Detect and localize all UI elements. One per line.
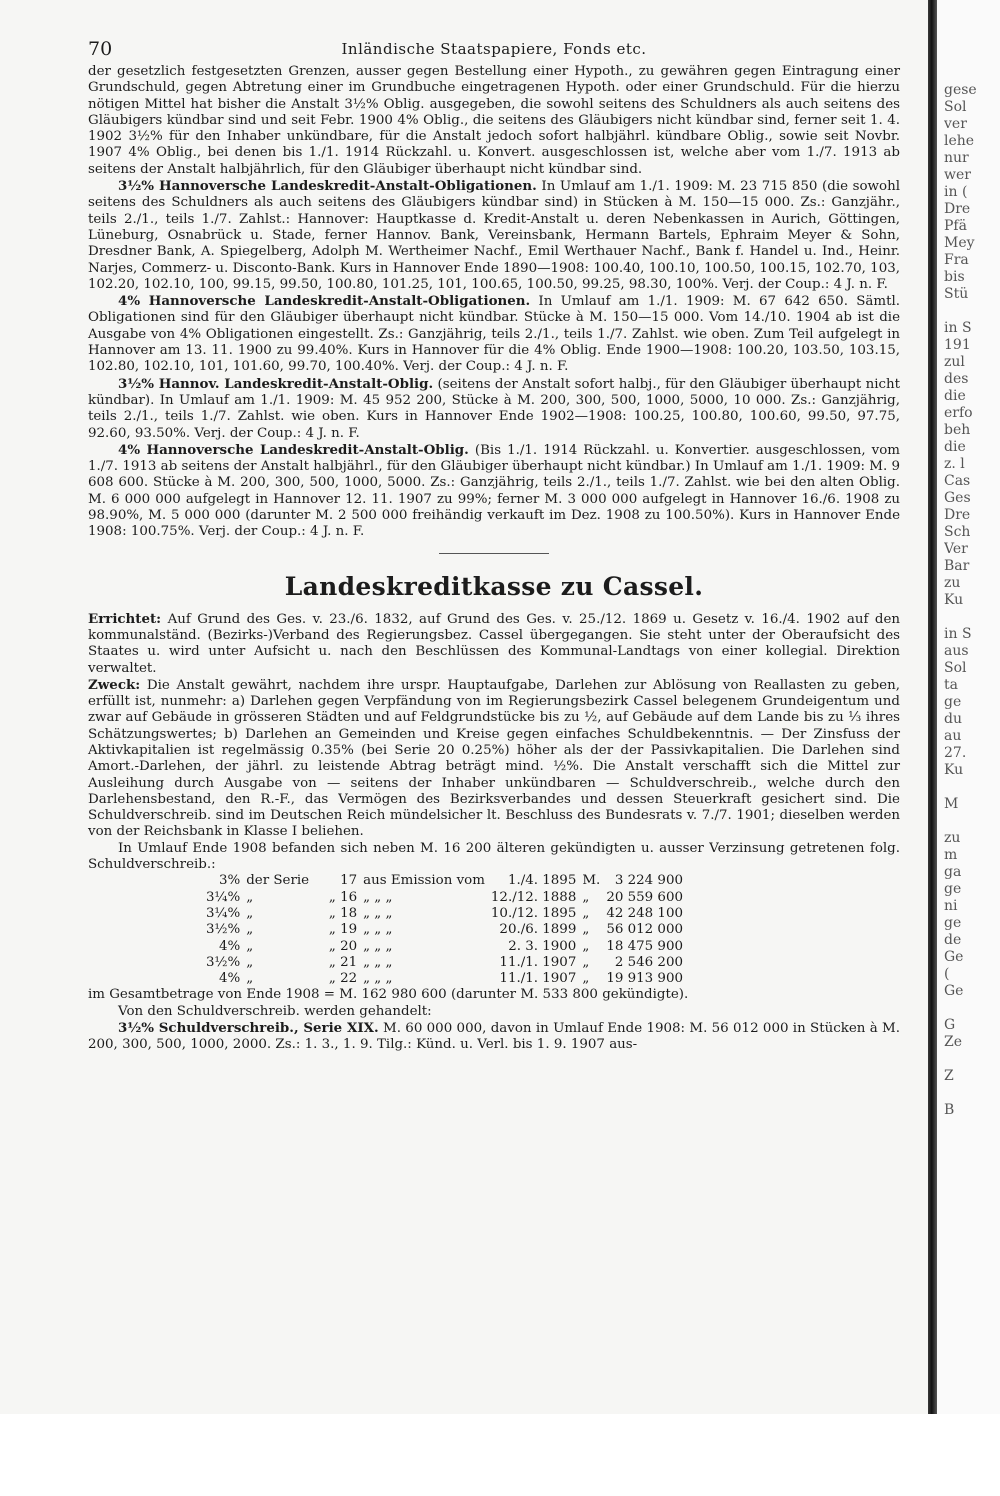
emission-words2: „ „ „ xyxy=(363,922,393,938)
entry-4-text: (Bis 1./1. 1914 Rückzahl. u. Konvertier. ausgeschlossen, vom 1./7. 1913 ab seitens der Anstalt halbjährl., für den Gläubiger überhaupt nicht kündbar.) In Umlauf am 1./1. 1909: M. 9 608 600. Stücke à M. 200, 300, 500, 1000, 5000. Zs.: Ganzjährig, teils 2./1., teils 1./7. Zahlst. wie bei den alten Oblig. M. 6 000 000 aufgelegt in Hannover 12. 11. 1907 zu 99%; ferner M. 3 000 000 aufgelegt in Hannover 16./6. 1908 zu 98.90%, M. 5 000 000 (darunter M. 2 500 000 freihändig verkauft im Dez. 1908 zu 100.50%). Kurs in Hannover Ende 1908: 100.75%. Verj. der Coup.: 4 J. n. F. xyxy=(88,442,900,540)
adjacent-fragment: zu xyxy=(944,575,961,591)
adjacent-fragment xyxy=(944,1051,1000,1068)
emission-amount: 20 559 600 xyxy=(606,889,683,905)
adjacent-fragment: wer xyxy=(944,167,971,183)
entry-1-heading: 3½% Hannoversche Landeskredit-Anstalt-Obligationen. xyxy=(118,178,537,195)
emission-row xyxy=(206,873,689,889)
errichtet-paragraph xyxy=(88,611,900,677)
emission-serie: „ 18 xyxy=(328,905,358,921)
emission-currency: „ xyxy=(582,971,590,987)
emission-words: der Serie xyxy=(246,873,310,889)
emission-table xyxy=(206,873,689,987)
emission-serie: „ 20 xyxy=(328,938,358,954)
emission-words2: „ „ „ xyxy=(363,889,393,905)
intro-paragraph: der gesetzlich festgesetzten Grenzen, ausser gegen Bestellung einer Hypoth., zu gewähren gegen Eintragung einer Grundschuld, gegen Abtretung einer im Grundbuche eingetragenen Hypoth. oder einer Grundschuld. Für die hierzu nötigen Mittel hat bisher die Anstalt 3½% Oblig. ausgegeben, die sowohl seitens des Schuldners als auch seitens des Gläubigers kündbar sind und seit Febr. 1900 4% Oblig., die seitens des Gläubigers nicht kündbar sind, ferner seit 1. 4. 1902 3½% für den Inhaber unkündbare, für die Anstalt jedoch sofort halbjährl. kündbare Oblig., sowie seit Novbr. 1907 4% Oblig., bei denen bis 1./1. 1914 Rückzahl. u. Konvert. ausgeschlossen ist, welche aber vom 1./7. 1913 ab seitens der Anstalt halbjährlich, für den Gläubiger überhaupt nicht kündbar sind. xyxy=(88,64,900,177)
zweck-text: Die Anstalt gewährt, nachdem ihre urspr. Hauptaufgabe, Darlehen zur Ablösung von Reallasten zu geben, erfüllt ist, nunmehr: a) Darlehen gegen Verpfändung von im Regierungsbezirk Cassel belegenem Grundeigentum und zwar auf Gebäude in grösseren Städten und auf Feldgrundstücke bis zu ½, auf Gebäude auf dem Lande bis zu ⅓ ihres Schätzungswertes; b) Darlehen an Gemeinden und Kreise gegen einfaches Schuldbekenntnis. — Der Zinsfuss der Aktivkapitalien ist regelmässig 0.35% (bei Serie 20 0.25%) höher als der der Passivkapitalien. Die Darlehen sind Amort.-Darlehen, der jährl. zu leistende Abtrag beträgt mind. ½%. Die Anstalt verschafft sich die Mittel zur Ausleihung durch Ausgabe von — seitens der Inhaber unkündbaren — Schuldverschreib., welche durch den Darlehensbestand, den R.-F., das Vermögen des Bezirksverbandes und dessen Steuerkraft gesichert sind. Die Schuldverschreib. sind im Deutschen Reich mündelsicher lt. Beschluss des Bundesrats v. 7./7. 1901; dieselben werden von der Reichsbank in Klasse I beliehen. xyxy=(88,677,900,840)
section-title: Landeskreditkasse zu Cassel. xyxy=(284,571,704,601)
adjacent-fragment: Bar xyxy=(944,558,970,574)
emission-words: „ xyxy=(246,938,254,954)
emission-serie: „ 19 xyxy=(328,922,358,938)
last-entry-heading: 3½% Schuldverschreib., Serie XIX. xyxy=(118,1020,379,1037)
errichtet-label: Errichtet: xyxy=(88,610,162,627)
adjacent-fragment: die xyxy=(944,439,966,455)
adjacent-fragment: ver xyxy=(944,116,967,132)
emission-serie: „ 22 xyxy=(328,971,358,987)
adjacent-fragment: Ge xyxy=(944,949,964,965)
emission-currency: „ xyxy=(582,938,590,954)
entry-3 xyxy=(88,376,900,442)
emission-words2: „ „ „ xyxy=(363,905,393,921)
adjacent-fragment: m xyxy=(944,847,958,863)
adjacent-fragment: in S xyxy=(944,320,972,336)
adjacent-fragment: du xyxy=(944,711,962,727)
adjacent-fragment: Ku xyxy=(944,592,964,608)
emission-rate: 3¼% xyxy=(206,889,241,905)
adjacent-fragment: Fra xyxy=(944,252,969,268)
emission-currency: „ xyxy=(582,905,590,921)
adjacent-fragment: ge xyxy=(944,915,962,931)
adjacent-fragment: aus xyxy=(944,643,969,659)
adjacent-fragment: Sol xyxy=(944,99,967,115)
emission-words2: „ „ „ xyxy=(363,954,393,970)
adjacent-fragment: erfo xyxy=(944,405,973,421)
page xyxy=(88,30,900,1054)
adjacent-fragment: Ges xyxy=(944,490,971,506)
emission-row xyxy=(206,971,689,987)
errichtet-text: Auf Grund des Ges. v. 23./6. 1832, auf Grund des Ges. v. 25./12. 1869 u. Gesetz v. 16./4. 1902 auf den kommunalständ. (Bezirks-)Verband des Regierungsbez. Cassel übergegangen. Sie steht unter der Oberaufsicht des Staates u. wird unter Aufsicht u. nach den Beschlüssen des Kommunal-Landtags von einer kollegial. Direktion verwaltet. xyxy=(88,611,900,676)
page-number: 70 xyxy=(88,38,113,60)
emission-words: „ xyxy=(246,971,254,987)
emission-currency: „ xyxy=(582,922,590,938)
adjacent-fragment: Stü xyxy=(944,286,969,302)
emission-row xyxy=(206,955,689,971)
adjacent-fragment: 191 xyxy=(944,337,971,353)
emission-words: „ xyxy=(246,954,254,970)
adjacent-fragment: bis xyxy=(944,269,965,285)
emission-date: 12./12. 1888 xyxy=(490,889,577,905)
emission-date: 11./1. 1907 xyxy=(499,954,577,970)
adjacent-fragment: die xyxy=(944,388,966,404)
entry-2-heading: 4% Hannoversche Landeskredit-Anstalt-Obligationen. xyxy=(118,293,531,310)
adjacent-fragment: in ( xyxy=(944,184,968,200)
entry-3-heading: 3½% Hannov. Landeskredit-Anstalt-Oblig. xyxy=(118,375,434,392)
adjacent-fragment: z. l xyxy=(944,456,965,472)
adjacent-fragment: ge xyxy=(944,881,962,897)
adjacent-fragment: gese xyxy=(944,82,977,98)
adjacent-fragment xyxy=(944,609,1000,626)
adjacent-fragment: Mey xyxy=(944,235,975,251)
adjacent-fragment: Sol xyxy=(944,660,967,676)
emission-rate: 3% xyxy=(218,873,241,889)
adjacent-fragment: au xyxy=(944,728,962,744)
adjacent-fragment: des xyxy=(944,371,969,387)
emission-row xyxy=(206,922,689,938)
emission-rate: 4% xyxy=(218,971,241,987)
emission-amount: 18 475 900 xyxy=(606,938,683,954)
adjacent-fragment: beh xyxy=(944,422,971,438)
running-head: Inländische Staatspapiere, Fonds etc. xyxy=(341,40,647,58)
emission-amount: 56 012 000 xyxy=(606,922,683,938)
emission-words2: aus Emission vom xyxy=(363,873,485,889)
entry-1-text: In Umlauf am 1./1. 1909: M. 23 715 850 (die sowohl seitens des Schuldners als auch seitens des Gläubigers kündbar sind) in Stücken à M. 150—15 000. Zs.: Ganzjähr., teils 2./1., teils 1./7. Zahlst.: Hannover: Hauptkasse d. Kredit-Anstalt u. deren Nebenkassen in Aurich, Göttingen, Lüneburg, Osnabrück u. Stade, ferner Hannov. Bank, Vereinsbank, Hermann Bartels, Ephraim Meyer & Sohn, Dresdner Bank, A. Spiegelberg, Adolph M. Wertheimer Nachf., Emil Werthauer Nachf., Bank f. Handel u. Ind., Heinr. Narjes, Commerz- u. Disconto-Bank. Kurs in Hannover Ende 1890—1908: 100.40, 100.10, 100.50, 100.15, 102.70, 103, 102.20, 102.10, 100, 99.15, 99.50, 100.80, 101.25, 101, 100.65, 100.50, 99.25, 98.30, 100%. Verj. der Coup.: 4 J. n. F. xyxy=(88,179,900,292)
emission-amount: 3 224 900 xyxy=(614,873,683,889)
adjacent-fragment: Ze xyxy=(944,1034,963,1050)
emission-date: 10./12. 1895 xyxy=(490,905,577,921)
adjacent-fragment xyxy=(944,1085,1000,1102)
emission-rate: 3½% xyxy=(206,954,241,970)
zweck-paragraph xyxy=(88,677,900,841)
entry-4 xyxy=(88,442,900,541)
page-gutter xyxy=(928,0,937,1414)
adjacent-fragment: Ver xyxy=(944,541,968,557)
emission-date: 20./6. 1899 xyxy=(499,922,577,938)
adjacent-fragment: Pfä xyxy=(944,218,967,234)
umlauf-paragraph: In Umlauf Ende 1908 befanden sich neben M. 16 200 älteren gekündigten u. ausser Verzinsung getretenen folg. Schuldverschreib.: xyxy=(88,840,900,873)
emission-serie: „ 21 xyxy=(328,954,358,970)
adjacent-fragment: Z xyxy=(944,1068,954,1084)
adjacent-fragment: ta xyxy=(944,677,958,693)
emission-serie: „ 16 xyxy=(328,889,358,905)
emission-amount: 42 248 100 xyxy=(606,905,683,921)
emission-rate: 3¼% xyxy=(206,905,241,921)
adjacent-fragment: Ku xyxy=(944,762,964,778)
adjacent-fragment: 27. xyxy=(944,745,967,761)
handled-line: Von den Schuldverschreib. werden gehandelt: xyxy=(118,1003,432,1019)
emission-words2: „ „ „ xyxy=(363,971,393,987)
adjacent-fragment: G xyxy=(944,1017,956,1033)
emission-row xyxy=(206,906,689,922)
adjacent-fragment: ( xyxy=(944,966,950,982)
last-entry xyxy=(88,1020,900,1054)
adjacent-fragment: Dre xyxy=(944,201,971,217)
section-separator xyxy=(439,553,549,554)
emission-currency: „ xyxy=(582,889,590,905)
emission-serie: 17 xyxy=(340,873,358,889)
emission-words: „ xyxy=(246,922,254,938)
emission-rate: 3½% xyxy=(206,922,241,938)
adjacent-fragment: nur xyxy=(944,150,969,166)
total-line: im Gesamtbetrage von Ende 1908 = M. 162 980 600 (darunter M. 533 800 gekündigte). xyxy=(88,987,689,1003)
adjacent-fragment xyxy=(944,813,1000,830)
entry-2 xyxy=(88,293,900,375)
entry-2-text: In Umlauf am 1./1. 1909: M. 67 642 650. Sämtl. Obligationen sind für den Gläubiger überhaupt nicht kündbar. Stücke à M. 150—15 000. Vom 14./10. 1904 ab ist die Ausgabe von 4% Obligationen eingestellt. Zs.: Ganzjährig, teils 2./1., teils 1./7. Zahlst. wie oben. Zum Teil aufgelegt in Hannover am 13. 11. 1900 zu 99.40%. Kurs in Hannover für die 4% Oblig. Ende 1900—1908: 100.20, 103.50, 103.15, 102.80, 102.10, 101, 101.60, 99.70, 100.40%. Verj. der Coup.: 4 J. n. F. xyxy=(88,294,900,375)
adjacent-fragment xyxy=(944,1000,1000,1017)
adjacent-fragment: Ge xyxy=(944,983,964,999)
adjacent-fragment: Cas xyxy=(944,473,971,489)
emission-date: 11./1. 1907 xyxy=(499,971,577,987)
adjacent-fragment: de xyxy=(944,932,962,948)
adjacent-fragment: ni xyxy=(944,898,958,914)
adjacent-fragment xyxy=(944,303,1000,320)
zweck-label: Zweck: xyxy=(88,676,141,693)
emission-row xyxy=(206,939,689,955)
emission-rate: 4% xyxy=(218,938,241,954)
emission-date: 2. 3. 1900 xyxy=(508,938,577,954)
emission-currency: M. xyxy=(582,873,601,889)
emission-words: „ xyxy=(246,905,254,921)
adjacent-fragment: zul xyxy=(944,354,965,370)
emission-words: „ xyxy=(246,889,254,905)
emission-currency: „ xyxy=(582,954,590,970)
entry-3-text: (seitens der Anstalt sofort halbj., für den Gläubiger überhaupt nicht kündbar). In Umlauf am 1./1. 1909: M. 45 952 200, Stücke à M. 200, 300, 500, 1000, 5000, 10 000. Zs.: Ganzjährig, teils 2./1., teils 1./7. Zahlst. wie oben. Kurs in Hannover Ende 1902—1908: 100.25, 100.80, 100.60, 99.50, 97.75, 92.60, 93.50%. Verj. der Coup.: 4 J. n. F. xyxy=(88,376,900,441)
emission-date: 1./4. 1895 xyxy=(507,873,577,889)
page-header xyxy=(88,30,900,64)
adjacent-fragment: in S xyxy=(944,626,972,642)
entry-1 xyxy=(88,178,900,293)
adjacent-fragment xyxy=(944,779,1000,796)
adjacent-fragment: Dre xyxy=(944,507,971,523)
adjacent-fragment: M xyxy=(944,796,959,812)
adjacent-fragment: ga xyxy=(944,864,962,880)
adjacent-page-text xyxy=(944,0,1000,1496)
emission-words2: „ „ „ xyxy=(363,938,393,954)
emission-row xyxy=(206,890,689,906)
adjacent-fragment: lehe xyxy=(944,133,975,149)
emission-amount: 19 913 900 xyxy=(606,971,683,987)
entry-4-heading: 4% Hannoversche Landeskredit-Anstalt-Oblig. xyxy=(118,441,469,458)
last-entry-text: M. 60 000 000, davon in Umlauf Ende 1908: M. 56 012 000 in Stücken à M. 200, 300, 500, 1000, 2000. Zs.: 1. 3., 1. 9. Tilg.: Künd. u. Verl. bis 1. 9. 1907 aus- xyxy=(88,1021,900,1053)
adjacent-fragment: ge xyxy=(944,694,962,710)
adjacent-fragment: Sch xyxy=(944,524,971,540)
adjacent-fragment: B xyxy=(944,1102,955,1118)
emission-amount: 2 546 200 xyxy=(614,954,683,970)
adjacent-fragment: zu xyxy=(944,830,961,846)
